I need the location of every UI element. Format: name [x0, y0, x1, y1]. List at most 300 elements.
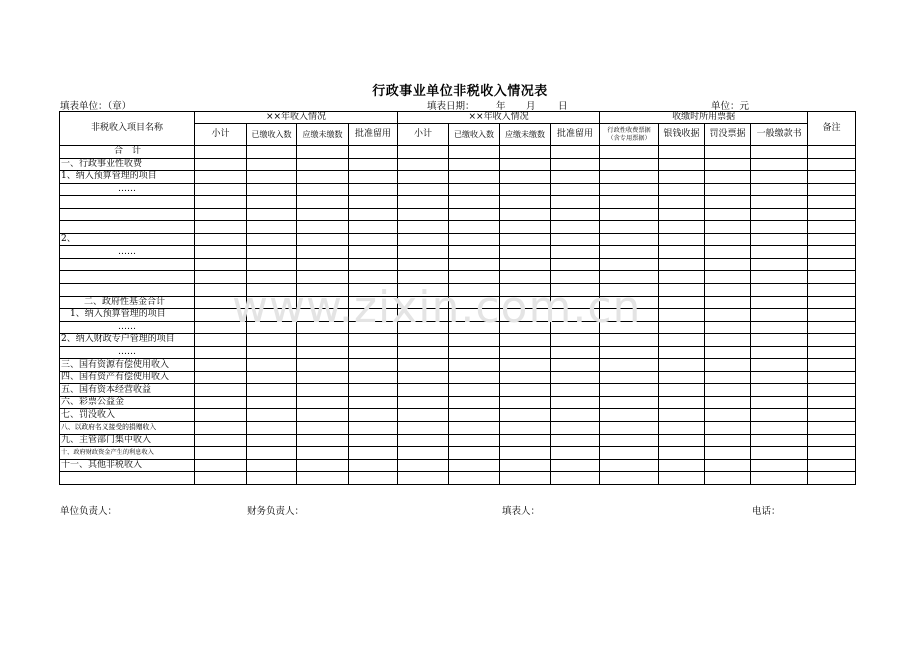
table-cell	[297, 183, 349, 196]
table-cell	[195, 171, 247, 184]
table-cell	[449, 309, 500, 322]
table-cell	[349, 434, 398, 447]
table-cell	[297, 296, 349, 309]
table-cell	[500, 309, 551, 322]
table-cell	[398, 409, 449, 422]
table-cell	[659, 371, 705, 384]
table-cell	[705, 196, 751, 209]
table-row	[60, 346, 856, 359]
table-cell	[195, 472, 247, 485]
table-cell	[751, 284, 808, 297]
table-cell	[297, 309, 349, 322]
table-cell	[247, 158, 297, 171]
table-cell	[449, 384, 500, 397]
table-cell	[297, 158, 349, 171]
table-cell	[705, 208, 751, 221]
table-cell	[600, 422, 659, 435]
table-cell	[500, 208, 551, 221]
table-cell	[600, 221, 659, 234]
table-cell	[297, 384, 349, 397]
table-cell	[398, 422, 449, 435]
table-cell	[600, 472, 659, 485]
table-cell	[551, 384, 600, 397]
table-cell	[751, 334, 808, 347]
table-cell	[297, 246, 349, 259]
table-cell	[398, 258, 449, 271]
table-cell	[195, 284, 247, 297]
table-row	[60, 409, 856, 422]
table-cell	[449, 422, 500, 435]
header-remark: 备注	[808, 112, 856, 146]
table-cell	[195, 459, 247, 472]
table-cell	[600, 334, 659, 347]
table-cell	[398, 359, 449, 372]
row-item-name: 2、纳入财政专户管理的项目	[60, 334, 195, 347]
table-cell	[808, 346, 856, 359]
table-cell	[659, 321, 705, 334]
table-cell	[195, 271, 247, 284]
table-cell	[297, 284, 349, 297]
table-cell	[551, 296, 600, 309]
table-cell	[751, 434, 808, 447]
table-cell	[600, 146, 659, 159]
table-cell	[297, 447, 349, 460]
table-cell	[551, 309, 600, 322]
table-cell	[349, 396, 398, 409]
table-cell	[600, 196, 659, 209]
table-cell	[808, 396, 856, 409]
table-cell	[297, 196, 349, 209]
table-cell	[349, 171, 398, 184]
table-cell	[247, 146, 297, 159]
header-row-1	[60, 112, 856, 124]
table-cell	[500, 284, 551, 297]
table-cell	[398, 396, 449, 409]
table-cell	[500, 409, 551, 422]
header-bank-receipt: 银钱收据	[659, 124, 705, 146]
table-cell	[751, 196, 808, 209]
table-row	[60, 422, 856, 435]
table-cell	[751, 309, 808, 322]
table-row	[60, 321, 856, 334]
header-admin-fee-ticket	[600, 124, 659, 146]
table-cell	[247, 258, 297, 271]
table-cell	[449, 183, 500, 196]
table-cell	[751, 258, 808, 271]
table-cell	[705, 359, 751, 372]
table-cell	[349, 183, 398, 196]
table-row	[60, 246, 856, 259]
table-cell	[808, 196, 856, 209]
table-cell	[808, 409, 856, 422]
table-cell	[751, 409, 808, 422]
non-tax-revenue-table	[59, 111, 856, 485]
table-cell	[659, 221, 705, 234]
table-cell	[705, 434, 751, 447]
header-sub-unpaid-2: 应缴未缴数	[500, 124, 551, 146]
row-item-name: ……	[60, 183, 195, 196]
page-title: 行政事业单位非税收入情况表	[372, 84, 548, 99]
table-cell	[600, 233, 659, 246]
table-cell	[659, 396, 705, 409]
table-row	[60, 258, 856, 271]
table-cell	[398, 384, 449, 397]
row-item-name: 二、政府性基金合计	[60, 296, 195, 309]
table-cell	[705, 409, 751, 422]
table-cell	[349, 246, 398, 259]
table-cell	[297, 233, 349, 246]
table-cell	[297, 459, 349, 472]
table-cell	[659, 459, 705, 472]
header-general-payment: 一般缴款书	[751, 124, 808, 146]
table-cell	[600, 447, 659, 460]
table-cell	[349, 384, 398, 397]
table-cell	[398, 208, 449, 221]
table-cell	[808, 233, 856, 246]
month-label: 月	[526, 101, 536, 112]
unit-label: 单位：元	[711, 101, 750, 112]
table-cell	[659, 146, 705, 159]
table-row	[60, 371, 856, 384]
table-row	[60, 158, 856, 171]
table-cell	[398, 246, 449, 259]
table-cell	[349, 158, 398, 171]
table-cell	[551, 258, 600, 271]
table-cell	[195, 422, 247, 435]
table-cell	[751, 396, 808, 409]
table-row	[60, 196, 856, 209]
table-cell	[705, 271, 751, 284]
row-item-name: ……	[60, 246, 195, 259]
table-cell	[247, 246, 297, 259]
table-cell	[808, 271, 856, 284]
table-cell	[705, 472, 751, 485]
table-cell	[705, 183, 751, 196]
table-cell	[398, 334, 449, 347]
table-cell	[808, 359, 856, 372]
table-cell	[247, 472, 297, 485]
table-row	[60, 459, 856, 472]
table-cell	[751, 459, 808, 472]
row-item-name: 八、以政府名义接受的捐赠收入	[60, 422, 195, 435]
table-cell	[600, 271, 659, 284]
table-cell	[247, 422, 297, 435]
header-sub-unpaid: 应缴未缴数	[297, 124, 349, 146]
table-cell	[449, 321, 500, 334]
row-item-name	[60, 271, 195, 284]
table-cell	[349, 284, 398, 297]
table-cell	[659, 296, 705, 309]
table-cell	[659, 284, 705, 297]
table-cell	[349, 296, 398, 309]
table-cell	[398, 472, 449, 485]
table-cell	[297, 221, 349, 234]
table-cell	[449, 396, 500, 409]
table-row	[60, 284, 856, 297]
table-cell	[600, 208, 659, 221]
table-cell	[705, 233, 751, 246]
table-cell	[297, 359, 349, 372]
table-cell	[705, 221, 751, 234]
table-cell	[449, 233, 500, 246]
table-cell	[551, 359, 600, 372]
table-row	[60, 396, 856, 409]
table-cell	[705, 171, 751, 184]
table-cell	[705, 246, 751, 259]
table-cell	[751, 359, 808, 372]
table-cell	[551, 271, 600, 284]
table-cell	[659, 422, 705, 435]
table-cell	[808, 221, 856, 234]
footer-phone: 电话：	[752, 506, 781, 517]
table-cell	[751, 422, 808, 435]
table-cell	[449, 246, 500, 259]
table-cell	[551, 447, 600, 460]
table-cell	[297, 396, 349, 409]
header-group-1: ××年收入情况	[195, 112, 398, 124]
table-cell	[751, 246, 808, 259]
table-cell	[247, 196, 297, 209]
row-item-name: 五、国有资本经营收益	[60, 384, 195, 397]
table-cell	[500, 258, 551, 271]
table-cell	[449, 359, 500, 372]
table-cell	[247, 271, 297, 284]
table-cell	[808, 246, 856, 259]
table-cell	[449, 146, 500, 159]
table-cell	[297, 321, 349, 334]
table-cell	[659, 271, 705, 284]
table-cell	[449, 258, 500, 271]
table-cell	[247, 359, 297, 372]
table-cell	[398, 271, 449, 284]
table-cell	[500, 183, 551, 196]
table-cell	[500, 221, 551, 234]
table-cell	[195, 233, 247, 246]
table-cell	[705, 146, 751, 159]
row-item-name: 2、	[60, 233, 195, 246]
table-cell	[808, 472, 856, 485]
table-cell	[659, 409, 705, 422]
table-cell	[600, 459, 659, 472]
table-cell	[449, 271, 500, 284]
table-cell	[659, 346, 705, 359]
table-cell	[808, 384, 856, 397]
table-cell	[600, 409, 659, 422]
table-cell	[449, 472, 500, 485]
table-cell	[349, 371, 398, 384]
row-item-name	[60, 258, 195, 271]
table-cell	[195, 183, 247, 196]
header-item-name: 非税收入项目名称	[60, 112, 195, 146]
header-sub-paid: 已缴收入数	[247, 124, 297, 146]
header-sub-retained-2: 批准留用	[551, 124, 600, 146]
table-cell	[500, 472, 551, 485]
table-cell	[808, 146, 856, 159]
row-item-name: 1、纳入预算管理的项目	[60, 171, 195, 184]
table-cell	[500, 422, 551, 435]
table-cell	[398, 309, 449, 322]
table-cell	[751, 208, 808, 221]
table-cell	[808, 434, 856, 447]
table-cell	[500, 171, 551, 184]
table-cell	[195, 396, 247, 409]
table-cell	[551, 422, 600, 435]
table-cell	[398, 434, 449, 447]
row-item-name: 七、罚没收入	[60, 409, 195, 422]
table-cell	[349, 196, 398, 209]
table-cell	[449, 447, 500, 460]
table-cell	[297, 171, 349, 184]
table-cell	[600, 371, 659, 384]
table-cell	[551, 396, 600, 409]
table-cell	[500, 146, 551, 159]
table-cell	[297, 472, 349, 485]
table-cell	[349, 309, 398, 322]
row-item-name: 合 计	[60, 146, 195, 159]
footer-unit-head: 单位负责人：	[60, 506, 118, 517]
table-cell	[600, 359, 659, 372]
table-row	[60, 434, 856, 447]
table-cell	[659, 447, 705, 460]
header-sub-paid-2: 已缴收入数	[449, 124, 500, 146]
table-cell	[551, 146, 600, 159]
table-cell	[398, 171, 449, 184]
table-cell	[808, 334, 856, 347]
table-cell	[751, 321, 808, 334]
table-cell	[195, 208, 247, 221]
table-cell	[551, 246, 600, 259]
table-cell	[659, 246, 705, 259]
table-cell	[600, 296, 659, 309]
row-item-name: 1、纳入预算管理的项目	[60, 309, 195, 322]
table-cell	[500, 346, 551, 359]
table-cell	[705, 459, 751, 472]
table-cell	[751, 233, 808, 246]
table-cell	[808, 296, 856, 309]
row-item-name	[60, 221, 195, 234]
table-cell	[551, 346, 600, 359]
table-cell	[659, 334, 705, 347]
table-cell	[449, 334, 500, 347]
table-cell	[551, 158, 600, 171]
table-cell	[195, 371, 247, 384]
table-cell	[705, 396, 751, 409]
watermark: www.zixin.com.cn	[232, 282, 642, 333]
table-row	[60, 447, 856, 460]
table-cell	[195, 146, 247, 159]
table-cell	[659, 158, 705, 171]
table-cell	[659, 434, 705, 447]
table-cell	[195, 221, 247, 234]
table-cell	[247, 321, 297, 334]
table-cell	[247, 233, 297, 246]
table-cell	[247, 208, 297, 221]
table-cell	[247, 371, 297, 384]
table-cell	[751, 158, 808, 171]
table-row	[60, 208, 856, 221]
table-cell	[500, 396, 551, 409]
table-cell	[600, 284, 659, 297]
table-cell	[195, 296, 247, 309]
header-sub-subtotal: 小计	[195, 124, 247, 146]
table-cell	[195, 246, 247, 259]
row-item-name: ……	[60, 321, 195, 334]
table-cell	[349, 459, 398, 472]
table-cell	[297, 346, 349, 359]
table-cell	[808, 183, 856, 196]
filler-unit-label: 填表单位：（章）	[60, 101, 132, 112]
table-cell	[195, 359, 247, 372]
year-label: 年	[496, 101, 506, 112]
table-cell	[297, 409, 349, 422]
row-item-name: 六、彩票公益金	[60, 396, 195, 409]
table-cell	[349, 472, 398, 485]
table-cell	[449, 158, 500, 171]
table-cell	[247, 309, 297, 322]
table-cell	[349, 422, 398, 435]
table-cell	[247, 221, 297, 234]
table-cell	[500, 158, 551, 171]
table-cell	[349, 447, 398, 460]
row-item-name: ……	[60, 346, 195, 359]
table-cell	[705, 309, 751, 322]
table-cell	[500, 196, 551, 209]
row-item-name	[60, 472, 195, 485]
table-cell	[751, 472, 808, 485]
table-cell	[297, 334, 349, 347]
table-cell	[551, 183, 600, 196]
row-item-name: 三、国有资源有偿使用收入	[60, 359, 195, 372]
table-cell	[600, 384, 659, 397]
table-cell	[449, 409, 500, 422]
table-cell	[500, 434, 551, 447]
table-cell	[751, 346, 808, 359]
row-item-name: 九、主管部门集中收入	[60, 434, 195, 447]
table-cell	[551, 334, 600, 347]
table-cell	[247, 396, 297, 409]
header-admin-fee-ticket-line1: 行政性收费票据	[607, 127, 651, 135]
table-cell	[297, 434, 349, 447]
table-cell	[659, 258, 705, 271]
header-group-2: ××年收入情况	[398, 112, 600, 124]
table-cell	[600, 309, 659, 322]
table-row	[60, 146, 856, 159]
table-cell	[659, 472, 705, 485]
row-item-name: 一、行政事业性收费	[60, 158, 195, 171]
table-cell	[449, 296, 500, 309]
table-row	[60, 334, 856, 347]
table-cell	[349, 221, 398, 234]
table-cell	[551, 472, 600, 485]
table-cell	[808, 321, 856, 334]
table-cell	[195, 346, 247, 359]
table-cell	[659, 183, 705, 196]
header-group-3: 收缴时所用票据	[600, 112, 808, 124]
table-cell	[705, 284, 751, 297]
table-cell	[600, 321, 659, 334]
header-sub-subtotal-2: 小计	[398, 124, 449, 146]
table-cell	[195, 309, 247, 322]
table-cell	[705, 158, 751, 171]
table-cell	[705, 296, 751, 309]
table-cell	[659, 171, 705, 184]
table-cell	[449, 171, 500, 184]
row-item-name	[60, 196, 195, 209]
table-cell	[600, 171, 659, 184]
table-cell	[551, 196, 600, 209]
row-item-name	[60, 284, 195, 297]
table-cell	[349, 233, 398, 246]
